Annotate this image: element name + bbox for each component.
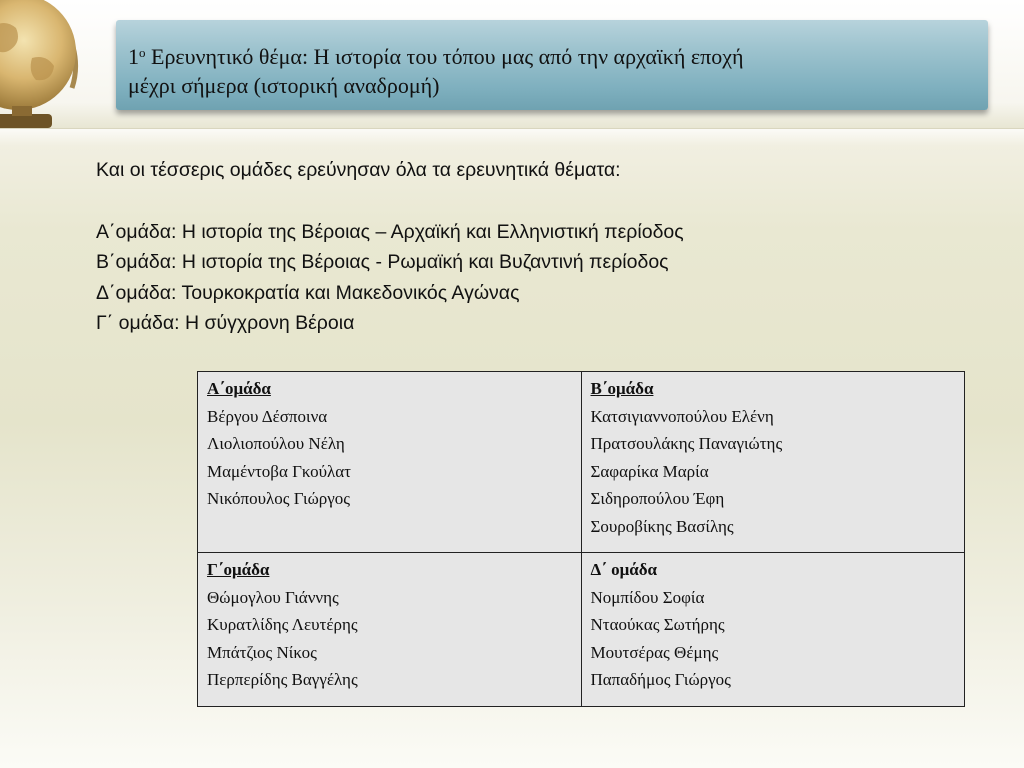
member-name: Κατσιγιαννοπούλου Ελένη xyxy=(590,406,774,426)
member-name: Μπάτζιος Νίκος xyxy=(207,642,317,662)
member-name: Πρατσουλάκης Παναγιώτης xyxy=(590,434,783,453)
topic-line: Β΄ομάδα: Η ιστορία της Βέροιας - Ρωμαϊκή και Βυζαντινή περίοδος xyxy=(96,251,669,273)
group-header: Β΄ομάδα xyxy=(590,379,654,398)
intro-text: Και οι τέσσερις ομάδες ερεύνησαν όλα τα ερευνητικά θέματα: xyxy=(96,159,621,181)
groups-table xyxy=(197,371,965,707)
group-cell-a xyxy=(198,372,582,553)
group-header: Α΄ομάδα xyxy=(207,379,271,398)
member-name: Μουτσέρας Θέμης xyxy=(590,642,719,662)
topic-line: Α΄ομάδα: Η ιστορία της Βέροιας – Αρχαϊκή και Ελληνιστική περίοδος xyxy=(96,220,684,243)
group-cell-c xyxy=(198,553,582,707)
group-header: Γ΄ομάδα xyxy=(207,560,270,579)
slide-content xyxy=(96,155,976,339)
member-name: Σαφαρίκα Μαρία xyxy=(590,461,709,481)
title-box xyxy=(116,20,988,110)
slide-title: $1^o$ Ερευνητικό θέμα: Η ιστορία του τόπου μας από την αρχαϊκή εποχή μέχρι σήμερα (ιστορική αναδρομή) xyxy=(128,44,744,98)
member-name: Νομπίδου Σοφία xyxy=(590,587,705,607)
topic-line: Γ΄ ομάδα: Η σύγχρονη Βέροια xyxy=(96,312,355,334)
globe-icon xyxy=(0,0,90,148)
member-name: Παπαδήμος Γιώργος xyxy=(590,670,731,689)
group-cell-b xyxy=(581,372,965,553)
group-header: Δ΄ ομάδα xyxy=(590,560,658,579)
member-name: Βέργου Δέσποινα xyxy=(207,406,328,426)
member-name: Μαμέντοβα Γκούλατ xyxy=(207,461,352,481)
topic-line: Δ΄ομάδα: Τουρκοκρατία και Μακεδονικός Αγώνας xyxy=(96,281,520,304)
member-name: Κυρατλίδης Λευτέρης xyxy=(207,615,358,634)
member-name: Θώμογλου Γιάννης xyxy=(207,587,339,607)
member-name: Σιδηροπούλου Έφη xyxy=(590,489,725,508)
group-cell-d xyxy=(581,553,965,707)
member-name: Λιολιοπούλου Νέλη xyxy=(207,434,345,453)
member-name: Σουροβίκης Βασίλης xyxy=(590,516,734,536)
member-name: Περπερίδης Βαγγέλης xyxy=(207,670,358,689)
member-name: Νικόπουλος Γιώργος xyxy=(207,489,350,508)
member-name: Νταούκας Σωτήρης xyxy=(590,615,725,634)
